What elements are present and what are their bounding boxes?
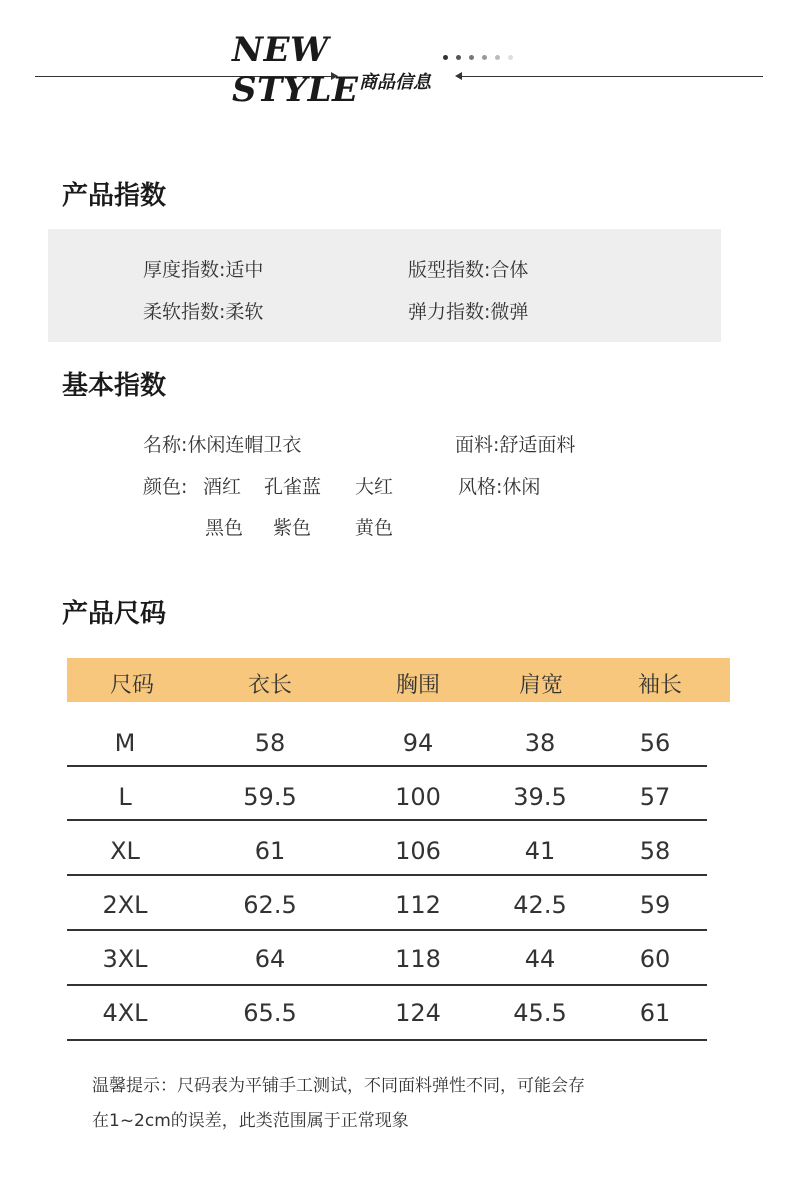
basic-color-label: 颜色: (143, 476, 188, 498)
section-title-product-index: 产品指数 (62, 181, 167, 211)
cell-size: M (114, 729, 136, 757)
index-item-thickness: 厚度指数:适中 (143, 259, 264, 281)
basic-fabric: 面料:舒适面料 (455, 434, 576, 456)
row-divider (67, 874, 707, 876)
index-item-softness: 柔软指数:柔软 (143, 301, 264, 323)
size-note-line2: 在1~2cm的误差，此类范围属于正常现象 (92, 1111, 409, 1131)
cell-shoulder: 39.5 (513, 783, 567, 811)
cell-chest: 106 (395, 837, 441, 865)
cell-length: 65.5 (243, 999, 297, 1027)
color-option: 酒红 (203, 476, 242, 498)
cell-size: 4XL (102, 999, 148, 1027)
cell-chest: 94 (402, 729, 434, 757)
cell-length: 64 (254, 945, 286, 973)
cell-shoulder: 45.5 (513, 999, 567, 1027)
cell-sleeve: 58 (639, 837, 671, 865)
cell-shoulder: 41 (524, 837, 556, 865)
cell-chest: 118 (395, 945, 441, 973)
table-row (0, 837, 790, 867)
cell-length: 62.5 (243, 891, 297, 919)
cell-size: 3XL (102, 945, 148, 973)
header-subtitle: 商品信息 (359, 72, 431, 93)
color-option: 黄色 (355, 517, 394, 539)
column-header: 衣长 (247, 673, 292, 698)
product-index-box (48, 229, 721, 342)
row-divider (67, 929, 707, 931)
cell-length: 59.5 (243, 783, 297, 811)
size-note-line1: 温馨提示：尺码表为平铺手工测试，不同面料弹性不同，可能会存 (92, 1076, 585, 1096)
basic-style: 风格:休闲 (458, 476, 541, 498)
cell-length: 58 (254, 729, 286, 757)
cell-sleeve: 60 (639, 945, 671, 973)
header-line-right (460, 76, 763, 77)
basic-name: 名称:休闲连帽卫衣 (143, 434, 302, 456)
color-option: 黑色 (205, 517, 244, 539)
cell-sleeve: 59 (639, 891, 671, 919)
column-header: 尺码 (109, 673, 154, 698)
index-item-fit: 版型指数:合体 (408, 259, 529, 281)
row-divider (67, 984, 707, 986)
color-option: 孔雀蓝 (264, 476, 322, 498)
cell-chest: 100 (395, 783, 441, 811)
cell-sleeve: 56 (639, 729, 671, 757)
cell-length: 61 (254, 837, 286, 865)
size-table-header (67, 658, 730, 702)
table-row (0, 999, 790, 1029)
cell-size: XL (110, 837, 140, 865)
cell-chest: 124 (395, 999, 441, 1027)
row-divider (67, 765, 707, 767)
column-header: 袖长 (637, 673, 682, 698)
column-header: 胸围 (395, 673, 440, 698)
table-row (0, 945, 790, 975)
cell-sleeve: 57 (639, 783, 671, 811)
index-item-elasticity: 弹力指数:微弹 (408, 301, 529, 323)
column-header: 肩宽 (518, 673, 563, 698)
color-option: 大红 (355, 476, 394, 498)
cell-shoulder: 38 (524, 729, 556, 757)
table-row (0, 783, 790, 813)
cell-sleeve: 61 (639, 999, 671, 1027)
table-row (0, 891, 790, 921)
cell-size: L (118, 783, 132, 811)
section-title-size-table: 产品尺码 (62, 599, 167, 629)
cell-shoulder: 42.5 (513, 891, 567, 919)
row-divider (67, 1039, 707, 1041)
cell-size: 2XL (102, 891, 148, 919)
row-divider (67, 819, 707, 821)
color-option: 紫色 (273, 517, 312, 539)
header-title: NEW STYLE (232, 30, 359, 110)
section-title-basic-index: 基本指数 (62, 371, 167, 401)
cell-chest: 112 (395, 891, 441, 919)
table-row (0, 729, 790, 759)
cell-shoulder: 44 (524, 945, 556, 973)
